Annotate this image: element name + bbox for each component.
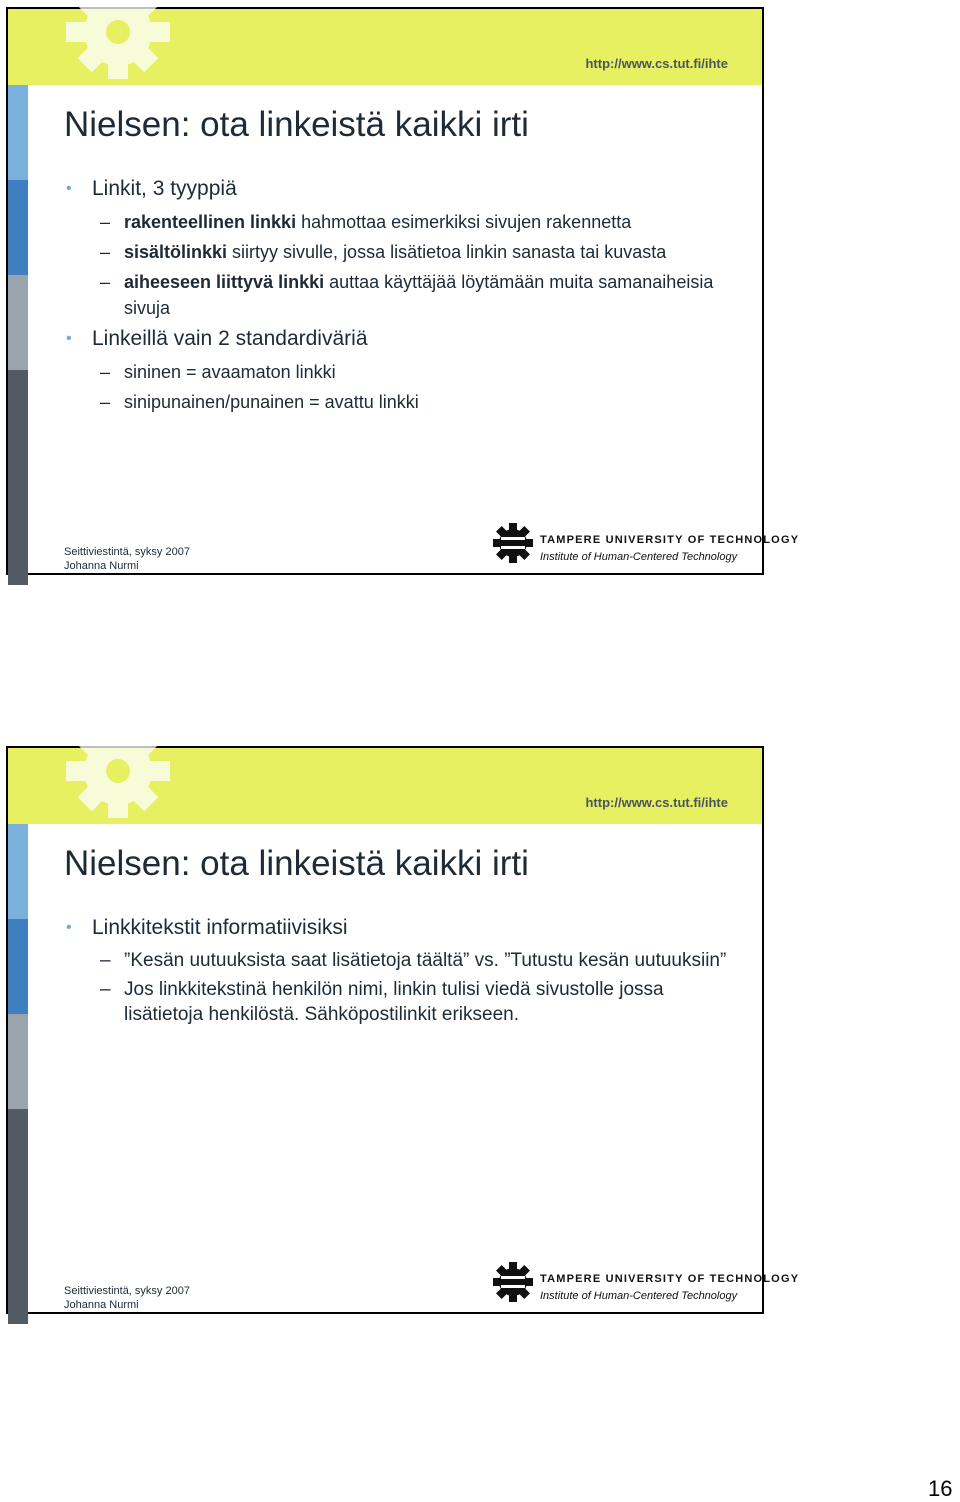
- sidebar-stripe: [8, 85, 28, 573]
- bullet-item: • Linkeillä vain 2 standardiväriä: [66, 327, 368, 350]
- author-label: Johanna Nurmi: [64, 1299, 139, 1311]
- course-label: Seittiviestintä, syksy 2007: [64, 1285, 190, 1297]
- slide-content: [64, 914, 744, 1031]
- sub-bullet-item: – sinipunainen/punainen = avattu linkki: [100, 392, 419, 412]
- page-number: 16: [928, 1476, 953, 1501]
- university-name: TAMPERE UNIVERSITY OF TECHNOLOGY: [540, 534, 800, 546]
- slide-1: [6, 7, 800, 575]
- slide-content: [64, 175, 744, 419]
- gear-emblem-icon: [492, 522, 534, 564]
- slide-2: [6, 746, 800, 1314]
- sub-bullet-item: – ”Kesän uutuuksista saat lisätietoja täältä” vs. ”Tutustu kesän uutuuksiin”: [100, 950, 727, 971]
- bullet-item: • Linkkitekstit informatiivisiksi: [66, 916, 348, 939]
- slide-title: Nielsen: ota linkeistä kaikki irti: [64, 844, 529, 883]
- course-label: Seittiviestintä, syksy 2007: [64, 546, 190, 558]
- site-url: http://www.cs.tut.fi/ihte: [585, 56, 728, 71]
- site-url: http://www.cs.tut.fi/ihte: [585, 795, 728, 810]
- slide-footer: [64, 1284, 190, 1312]
- university-name: TAMPERE UNIVERSITY OF TECHNOLOGY: [540, 1273, 800, 1285]
- gear-logo-watermark-icon: [28, 726, 208, 826]
- sidebar-stripe: [8, 824, 28, 1312]
- university-logo: [492, 1261, 800, 1307]
- sub-bullet-item: – sininen = avaamaton linkki: [100, 362, 336, 382]
- author-label: Johanna Nurmi: [64, 560, 139, 572]
- sub-bullet-item: – Jos linkkitekstinä henkilön nimi, linkin tulisi viedä sivustolle jossa lisätietoja henkilöstä. Sähköpostilinkit erikseen.: [100, 979, 664, 1025]
- sub-bullet-item: – sisältölinkki siirtyy sivulle, jossa lisätietoa linkin sanasta tai kuvasta: [100, 242, 667, 262]
- university-logo: [492, 522, 800, 568]
- sub-bullet-item: – rakenteellinen linkki hahmottaa esimerkiksi sivujen rakennetta: [100, 212, 632, 232]
- gear-logo-watermark-icon: [28, 0, 208, 87]
- slide-footer: [64, 545, 190, 573]
- gear-emblem-icon: [492, 1261, 534, 1303]
- institute-name: Institute of Human-Centered Technology: [540, 1290, 738, 1302]
- institute-name: Institute of Human-Centered Technology: [540, 551, 738, 563]
- sub-bullet-item: – aiheeseen liittyvä linkki auttaa käyttäjää löytämään muita samanaiheisia sivuja: [100, 272, 714, 318]
- bullet-item: • Linkit, 3 tyyppiä: [66, 177, 237, 200]
- slide-title: Nielsen: ota linkeistä kaikki irti: [64, 105, 529, 144]
